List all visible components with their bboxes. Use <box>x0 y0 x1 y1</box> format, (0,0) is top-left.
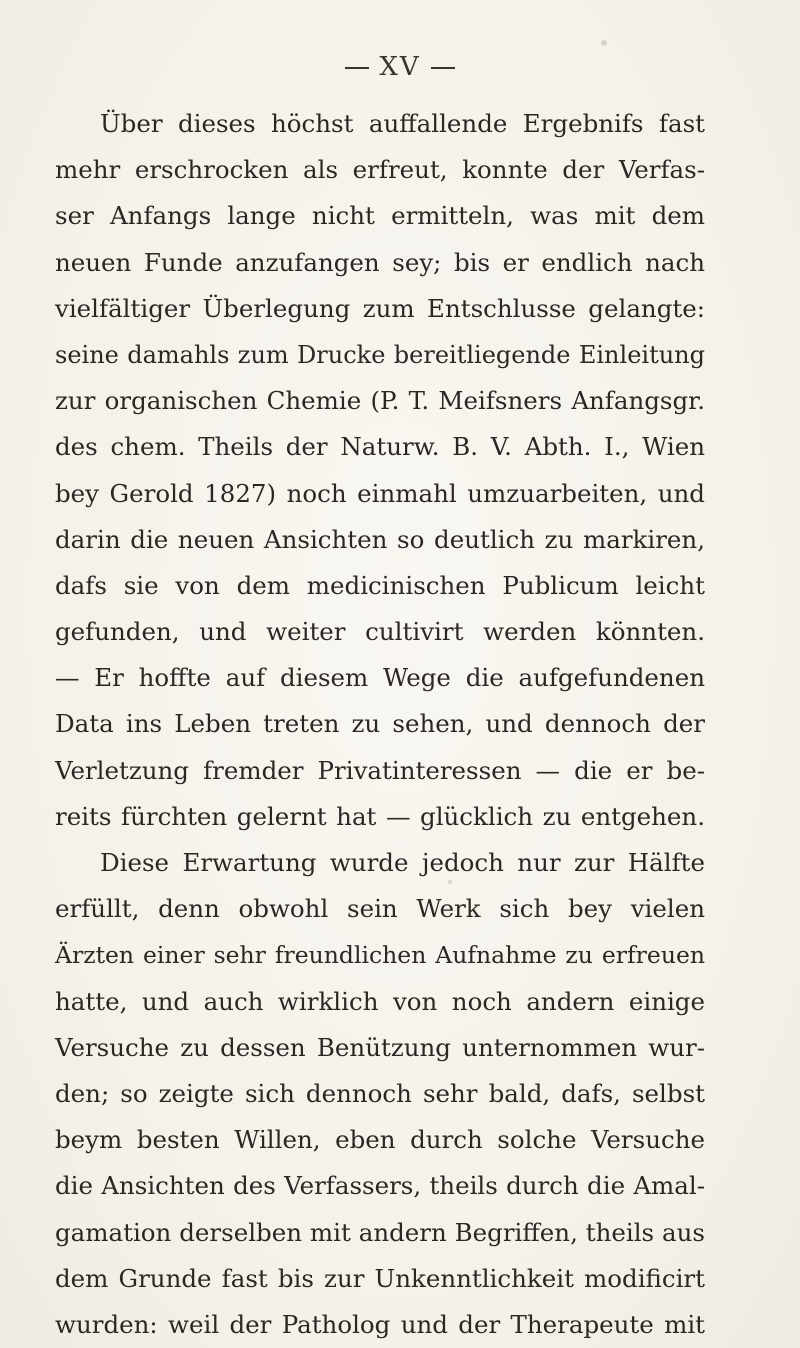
text-line: vielfältiger Überlegung zum Entschlusse gelangte: <box>55 293 705 323</box>
text-line: gamation derselben mit andern Begriffen, theils aus <box>55 1217 705 1247</box>
text-line: ser Anfangs lange nicht ermitteln, was mit dem <box>55 201 705 231</box>
text-line: seine damahls zum Drucke bereitliegende Einleitung <box>55 340 705 369</box>
header-dash-left <box>345 67 369 69</box>
text-line: dafs sie von dem medicinischen Publicum leicht <box>55 570 705 600</box>
text-line: neuen Funde anzufangen sey; bis er endlich nach <box>55 247 705 277</box>
header-dash-right <box>431 67 455 69</box>
text-line: den; so zeigte sich dennoch sehr bald, dafs, selbst <box>55 1078 705 1108</box>
text-line: Verletzung fremder Privatinteressen — die er be- <box>55 755 705 785</box>
page-header <box>0 52 800 82</box>
text-line: wurden: weil der Patholog und der Therapeute mit <box>55 1309 705 1339</box>
text-line: hatte, und auch wirklich von noch andern einige <box>55 986 705 1016</box>
paper-stain <box>601 40 607 46</box>
body-text <box>55 101 705 1348</box>
text-line: — Er hoffte auf diesem Wege die aufgefundenen <box>55 663 705 693</box>
page-number: XV <box>379 52 421 82</box>
text-line: darin die neuen Ansichten so deutlich zu markiren, <box>55 524 705 554</box>
text-line: reits fürchten gelernt hat — glücklich zu entgehen. <box>55 801 705 831</box>
text-line: Ärzten einer sehr freundlichen Aufnahme zu erfreuen <box>55 941 705 970</box>
text-line: gefunden, und weiter cultivirt werden könnten. <box>55 617 705 647</box>
text-line: Versuche zu dessen Benützung unternommen wur- <box>55 1032 705 1062</box>
text-line: Über dieses höchst auffallende Ergebnifs fast <box>100 109 705 138</box>
text-line: dem Grunde fast bis zur Unkenntlichkeit modificirt <box>55 1263 705 1293</box>
text-line: beym besten Willen, eben durch solche Versuche <box>55 1125 705 1155</box>
text-line: die Ansichten des Verfassers, theils durch die Amal- <box>55 1171 705 1201</box>
text-line: mehr erschrocken als erfreut, konnte der Verfas- <box>55 155 705 185</box>
text-line: Data ins Leben treten zu sehen, und dennoch der <box>55 709 705 739</box>
text-line: Diese Erwartung wurde jedoch nur zur Hälfte <box>100 848 705 877</box>
text-line: zur organischen Chemie (P. T. Meifsners Anfangsgr. <box>55 386 705 416</box>
text-line: bey Gerold 1827) noch einmahl umzuarbeiten, und <box>55 478 705 508</box>
text-line: erfüllt, denn obwohl sein Werk sich bey vielen <box>55 894 705 924</box>
text-line: des chem. Theils der Naturw. B. V. Abth. I., Wien <box>55 432 705 462</box>
